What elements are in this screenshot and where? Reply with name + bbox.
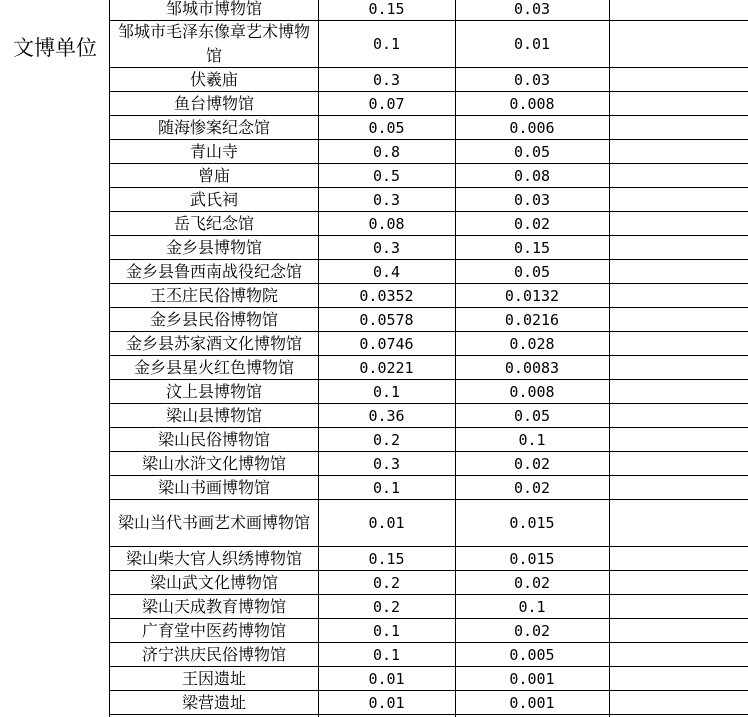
value-2-cell[interactable]: 0.01 <box>513 35 551 53</box>
value-1-cell[interactable]: 0.08 <box>368 214 405 233</box>
table-row <box>110 691 748 715</box>
value-3-cell[interactable] <box>609 571 748 594</box>
value-1-cell[interactable]: 0.0746 <box>359 334 414 353</box>
value-2-cell[interactable]: 0.0132 <box>504 286 560 305</box>
institution-name-cell[interactable]: 梁山民俗博物馆 <box>157 429 270 449</box>
value-2-cell[interactable]: 0.0216 <box>504 310 560 329</box>
value-3-cell[interactable] <box>609 595 748 618</box>
value-2-cell[interactable]: 0.03 <box>513 0 551 18</box>
institution-name-cell[interactable]: 武氏祠 <box>189 189 238 209</box>
institution-name-cell[interactable]: 梁山天成教育博物馆 <box>141 596 286 616</box>
value-1-cell[interactable]: 0.36 <box>368 406 405 425</box>
value-1-cell[interactable]: 0.0352 <box>359 286 414 305</box>
value-3-cell[interactable] <box>609 356 748 379</box>
value-1-cell[interactable]: 0.5 <box>372 166 401 185</box>
table-row <box>110 595 748 619</box>
value-3-cell[interactable] <box>609 260 748 283</box>
value-1-cell[interactable]: 0.3 <box>372 190 401 209</box>
table-row <box>110 236 748 260</box>
institution-name-cell[interactable]: 梁山当代书画艺术画博物馆 <box>117 513 310 532</box>
table-row <box>110 140 748 164</box>
value-1-cell[interactable]: 0.1 <box>372 621 401 640</box>
table-row <box>110 116 748 140</box>
table-row <box>110 476 748 500</box>
value-2-cell[interactable]: 0.015 <box>509 514 555 532</box>
value-1-cell[interactable]: 0.2 <box>372 573 401 592</box>
value-3-cell[interactable] <box>609 691 748 714</box>
value-3-cell[interactable] <box>609 332 748 355</box>
category-cell[interactable] <box>0 26 110 68</box>
table-row <box>110 92 748 116</box>
institution-name-cell[interactable]: 金乡县博物馆 <box>165 237 262 257</box>
value-1-cell[interactable]: 0.15 <box>368 549 405 568</box>
value-2-cell[interactable]: 0.02 <box>513 621 551 640</box>
table-row <box>110 356 748 380</box>
table-row <box>110 428 748 452</box>
category-label: 文博单位 <box>13 36 97 60</box>
value-3-cell[interactable] <box>609 667 748 690</box>
institution-name-cell[interactable]: 梁山水浒文化博物馆 <box>141 453 286 473</box>
value-3-cell[interactable] <box>609 380 748 403</box>
value-2-cell[interactable]: 0.008 <box>509 382 555 401</box>
value-2-cell[interactable]: 0.05 <box>513 262 551 281</box>
value-3-cell[interactable] <box>609 236 748 259</box>
institution-name-cell[interactable]: 随海惨案纪念馆 <box>157 117 270 137</box>
value-2-cell[interactable]: 0.02 <box>513 214 551 233</box>
value-1-cell[interactable]: 0.2 <box>372 430 401 449</box>
value-1-cell[interactable]: 0.0221 <box>359 358 414 377</box>
value-3-cell[interactable] <box>609 284 748 307</box>
table-row <box>110 452 748 476</box>
value-1-cell[interactable]: 0.1 <box>372 35 401 53</box>
table-row <box>110 643 748 667</box>
institution-name-cell[interactable]: 梁营遗址 <box>181 692 246 712</box>
value-1-cell[interactable]: 0.05 <box>368 118 405 137</box>
institution-name-cell[interactable]: 王因遗址 <box>181 668 246 688</box>
value-2-cell[interactable]: 0.015 <box>509 549 555 568</box>
value-3-cell[interactable] <box>609 140 748 163</box>
value-2-cell[interactable]: 0.02 <box>513 454 551 473</box>
institution-name-cell[interactable]: 曾庙 <box>197 165 230 185</box>
institution-name-cell[interactable]: 邹城市毛泽东像章艺术博物馆 <box>117 22 310 65</box>
value-1-cell[interactable]: 0.2 <box>372 597 401 616</box>
value-1-cell[interactable]: 0.15 <box>368 0 405 18</box>
value-3-cell[interactable] <box>609 500 748 546</box>
table-row <box>110 380 748 404</box>
value-2-cell[interactable]: 0.008 <box>509 94 555 113</box>
institution-name-cell[interactable]: 岳飞纪念馆 <box>173 213 254 233</box>
table-row <box>110 260 748 284</box>
institution-name-cell[interactable]: 广育堂中医药博物馆 <box>141 620 286 640</box>
value-1-cell[interactable]: 0.1 <box>372 382 401 401</box>
value-3-cell[interactable] <box>609 308 748 331</box>
value-3-cell[interactable] <box>609 116 748 139</box>
institution-name-cell[interactable]: 汶上县博物馆 <box>165 381 262 401</box>
value-2-cell[interactable]: 0.02 <box>513 573 551 592</box>
institution-name-cell[interactable]: 济宁洪庆民俗博物馆 <box>141 644 286 664</box>
table-row <box>110 212 748 236</box>
value-3-cell[interactable] <box>609 21 748 67</box>
value-2-cell[interactable]: 0.0083 <box>504 358 560 377</box>
value-2-cell[interactable]: 0.1 <box>518 430 546 449</box>
value-2-cell[interactable]: 0.08 <box>513 166 551 185</box>
table-row <box>110 0 748 21</box>
table-row <box>110 500 748 547</box>
value-3-cell[interactable] <box>609 404 748 427</box>
institution-name-cell[interactable]: 梁山武文化博物馆 <box>149 572 278 592</box>
institution-name-cell[interactable]: 梁山书画博物馆 <box>157 477 270 497</box>
value-3-cell[interactable] <box>609 188 748 211</box>
value-3-cell[interactable] <box>609 452 748 475</box>
table-row <box>110 188 748 212</box>
table-row <box>110 284 748 308</box>
value-2-cell[interactable]: 0.1 <box>518 597 546 616</box>
value-1-cell[interactable]: 0.07 <box>368 94 405 113</box>
value-3-cell[interactable] <box>609 164 748 187</box>
table-row <box>110 571 748 595</box>
value-2-cell[interactable]: 0.028 <box>509 334 555 353</box>
value-1-cell[interactable]: 0.4 <box>372 262 401 281</box>
institution-name-cell[interactable]: 伏羲庙 <box>189 69 238 89</box>
value-1-cell[interactable]: 0.01 <box>368 669 405 688</box>
value-1-cell[interactable]: 0.1 <box>372 645 401 664</box>
table-row <box>110 404 748 428</box>
value-3-cell[interactable] <box>609 547 748 570</box>
institution-name-cell[interactable]: 王丕庄民俗博物院 <box>149 285 278 305</box>
value-1-cell[interactable]: 0.1 <box>372 478 401 497</box>
value-3-cell[interactable] <box>609 212 748 235</box>
institution-name-cell[interactable]: 金乡县苏家酒文化博物馆 <box>125 333 302 353</box>
value-1-cell[interactable]: 0.3 <box>372 454 401 473</box>
institution-name-cell[interactable]: 金乡县鲁西南战役纪念馆 <box>125 261 302 281</box>
value-2-cell[interactable]: 0.03 <box>513 70 551 89</box>
table-row <box>110 164 748 188</box>
value-3-cell[interactable] <box>609 643 748 666</box>
value-1-cell[interactable]: 0.01 <box>368 693 405 712</box>
value-3-cell[interactable] <box>609 68 748 91</box>
value-3-cell[interactable] <box>609 0 748 20</box>
table-row <box>110 619 748 643</box>
table-row <box>110 68 748 92</box>
value-3-cell[interactable] <box>609 92 748 115</box>
value-1-cell[interactable]: 0.8 <box>372 142 401 161</box>
institution-name-cell[interactable]: 梁山县博物馆 <box>165 405 262 425</box>
value-2-cell[interactable]: 0.02 <box>513 478 551 497</box>
value-3-cell[interactable] <box>609 619 748 642</box>
value-1-cell[interactable]: 0.3 <box>372 238 401 257</box>
value-3-cell[interactable] <box>609 428 748 451</box>
value-2-cell[interactable]: 0.05 <box>513 142 551 161</box>
institution-name-cell[interactable]: 金乡县民俗博物馆 <box>149 309 278 329</box>
institution-name-cell[interactable]: 鱼台博物馆 <box>173 93 254 113</box>
institution-name-cell[interactable]: 梁山柴大官人织绣博物馆 <box>125 548 302 568</box>
institution-name-cell[interactable]: 邹城市博物馆 <box>165 0 262 18</box>
value-1-cell[interactable]: 0.01 <box>368 514 405 532</box>
table-row <box>110 332 748 356</box>
value-2-cell[interactable]: 0.05 <box>513 406 551 425</box>
table-row <box>110 21 748 68</box>
value-2-cell[interactable]: 0.001 <box>509 693 555 712</box>
value-3-cell[interactable] <box>609 476 748 499</box>
value-2-cell[interactable]: 0.15 <box>513 238 551 257</box>
value-2-cell[interactable]: 0.006 <box>509 118 555 137</box>
table-row <box>110 667 748 691</box>
table-row <box>110 308 748 332</box>
value-2-cell[interactable]: 0.03 <box>513 190 551 209</box>
value-2-cell[interactable]: 0.005 <box>509 645 555 664</box>
institution-name-cell[interactable]: 青山寺 <box>189 141 238 161</box>
value-2-cell[interactable]: 0.001 <box>509 669 555 688</box>
value-1-cell[interactable]: 0.0578 <box>359 310 414 329</box>
table-row <box>110 547 748 571</box>
institution-name-cell[interactable]: 金乡县星火红色博物馆 <box>133 357 294 377</box>
value-1-cell[interactable]: 0.3 <box>372 70 401 89</box>
